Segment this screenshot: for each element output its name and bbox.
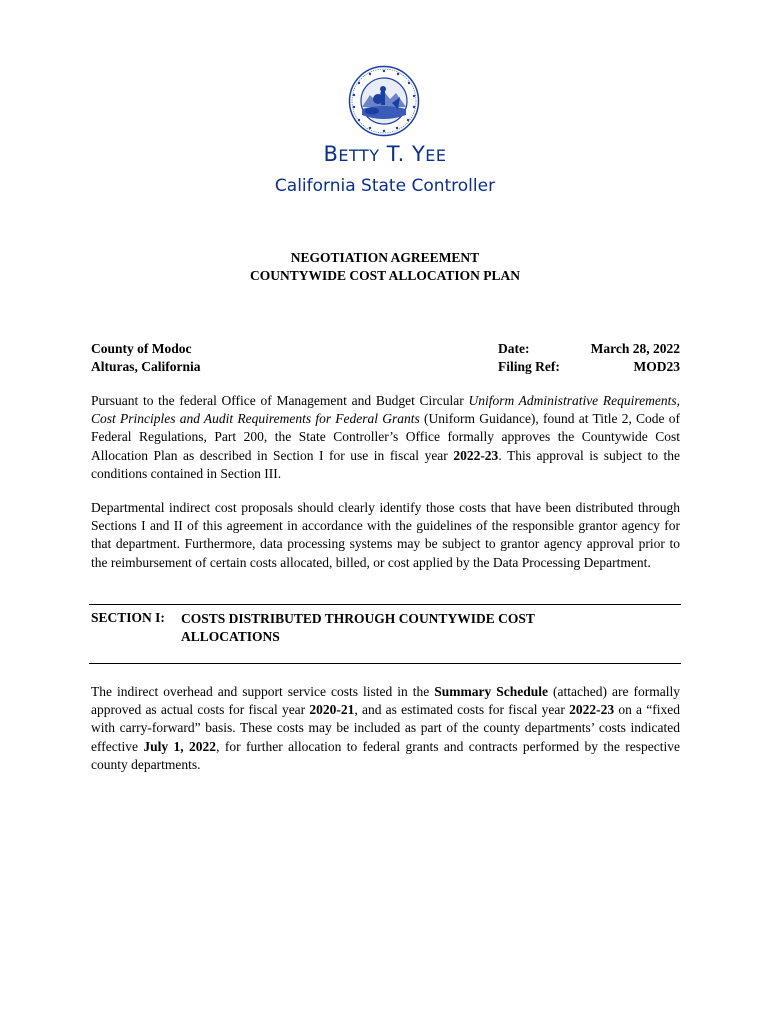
california-seal-icon xyxy=(348,65,420,137)
section-divider-bottom xyxy=(89,663,681,664)
section1-paragraph xyxy=(91,683,680,774)
section-divider-top xyxy=(89,604,681,605)
section-title xyxy=(181,610,601,646)
effective-date: July 1, 2022 xyxy=(143,738,217,754)
text-run: Pursuant to the federal Office of Management and Budget Circular xyxy=(91,393,469,408)
section-title-line2: ALLOCATIONS xyxy=(181,629,280,644)
county-name: County of Modoc xyxy=(91,341,192,356)
name-part: ETTY xyxy=(338,146,380,165)
meta-labels xyxy=(498,340,560,376)
filing-ref-value: MOD23 xyxy=(633,359,680,374)
section-label: SECTION I: xyxy=(91,610,165,625)
section-title-line1: COSTS DISTRIBUTED THROUGH COUNTYWIDE COST xyxy=(181,611,535,626)
county-city: Alturas, California xyxy=(91,359,201,374)
approval-paragraph xyxy=(91,392,680,483)
text-run: , for further allocation to federal grants and contracts performed by the respective county departments. xyxy=(91,738,681,772)
fiscal-year: 2022-23 xyxy=(453,447,499,463)
controller-title: California State Controller xyxy=(274,176,496,196)
text-run: on a “fixed with carry-forward” basis. These costs may be included as part of the county departments’ costs indicated effective xyxy=(91,702,680,754)
name-part: B xyxy=(323,142,339,166)
estimated-fiscal-year: 2022-23 xyxy=(569,702,615,718)
name-part: T. Y xyxy=(379,142,426,166)
meta-values xyxy=(591,340,680,376)
circular-title: Uniform Administrative Requirements, Cost Principles and Audit Requirements for Federal Grants xyxy=(91,393,680,427)
document-title-line2: COUNTYWIDE COST ALLOCATION PLAN xyxy=(250,268,520,283)
date-value: March 28, 2022 xyxy=(590,341,680,356)
text-run: The indirect overhead and support service costs listed in the xyxy=(91,684,435,699)
controller-name xyxy=(0,142,770,166)
summary-schedule: Summary Schedule xyxy=(434,684,549,699)
date-label: Date: xyxy=(498,341,530,356)
document-title-line1: NEGOTIATION AGREEMENT xyxy=(290,250,480,265)
indirect-cost-paragraph: Departmental indirect cost proposals should clearly identify those costs that have been distributed through Sections I and II of this agreement in accordance with the guidelines of the responsible grantor agency for that department. Furthermore, data processing systems may be subject to grantor agency approval prior to the reimbursement of certain costs allocated, billed, or cost applied by the Data Processing Department. xyxy=(91,500,680,570)
recipient-block xyxy=(91,340,201,376)
text-run: (Uniform Guidance), found at Title 2, Code of Federal Regulations, Part 200, the State Controller’s Office formally approves the Countywide Cost Allocation Plan as described in Section I for use in fiscal year xyxy=(91,411,681,463)
text-run: , and as estimated costs for fiscal year xyxy=(354,702,570,718)
text-run: (attached) are formally approved as actual costs for fiscal year xyxy=(91,684,681,718)
filing-ref-label: Filing Ref: xyxy=(498,359,560,374)
name-part: EE xyxy=(425,146,447,165)
text-run: . This approval is subject to the conditions contained in Section III. xyxy=(91,447,680,481)
actual-fiscal-year: 2020-21 xyxy=(309,702,355,718)
